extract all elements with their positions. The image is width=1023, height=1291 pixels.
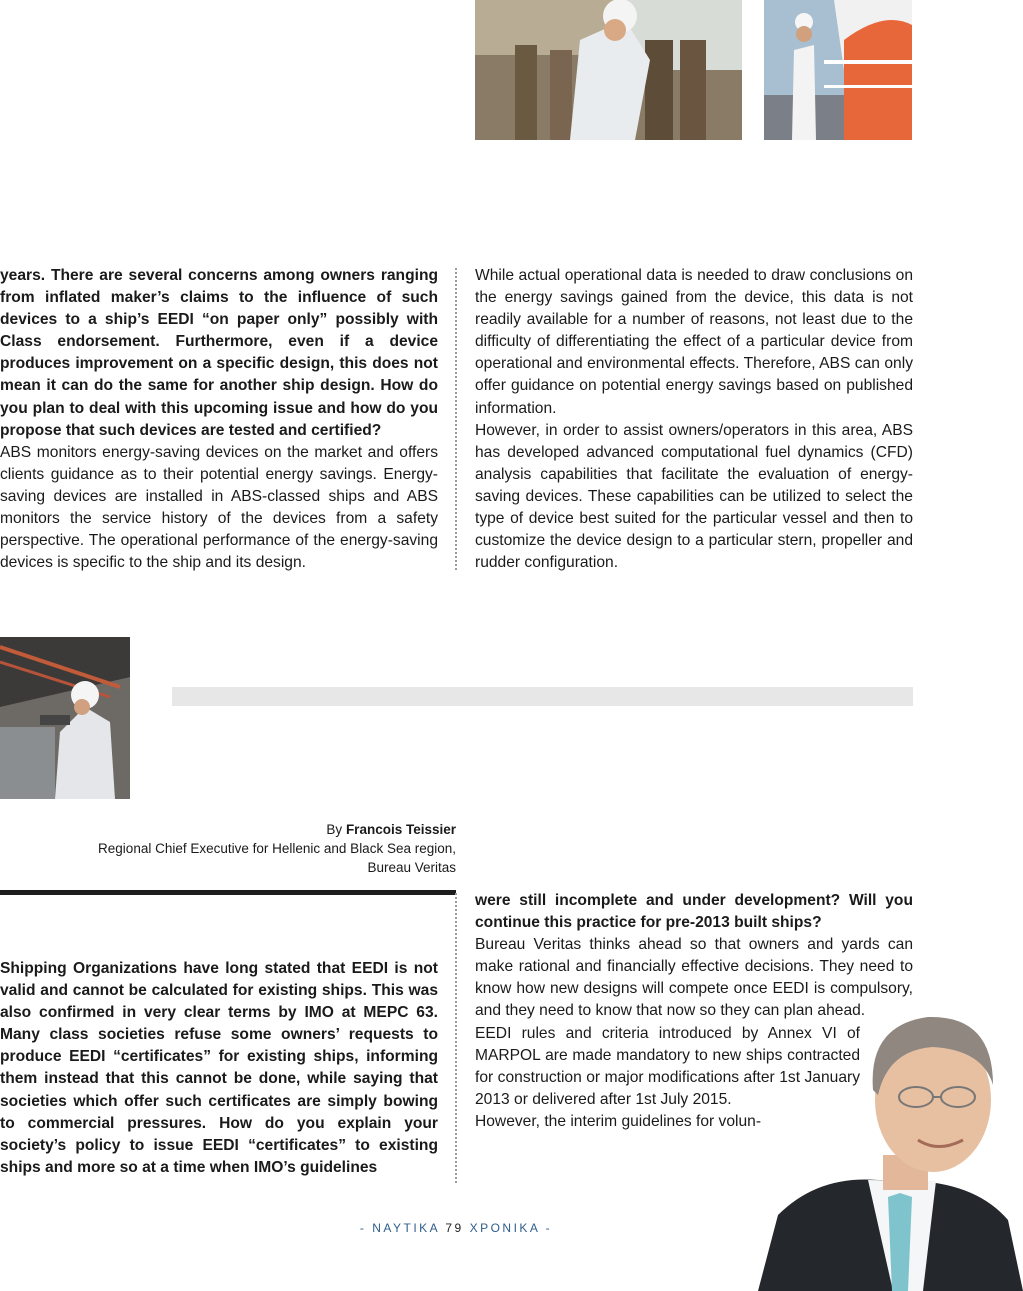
author-organization: Bureau Veritas bbox=[367, 860, 456, 875]
section1-left-column bbox=[0, 265, 438, 574]
section2-question-right: were still incomplete and under development? Will you continue this practice for pre-2013 built ships? bbox=[475, 892, 913, 932]
byline bbox=[0, 820, 456, 839]
author-name: Francois Teissier bbox=[345, 822, 456, 837]
column-divider-bottom bbox=[455, 893, 457, 1183]
column-divider-top bbox=[455, 268, 457, 570]
page-number: 79 bbox=[445, 1221, 464, 1235]
section1-answer-left: ABS monitors energy-saving devices on the market and offers clients guidance as to their potential energy savings. Energy-saving devices are installed in ABS-classed ships and ABS monitors the service history of the devices from a safety perspective. The operational performance of the energy-saving devices is specific to the ship and its design. bbox=[0, 443, 438, 572]
section2-answer-p3: However, the interim guidelines for volun- bbox=[475, 1112, 762, 1130]
author-portrait bbox=[758, 1005, 1023, 1291]
worker-photo bbox=[0, 637, 130, 799]
section1-right-column bbox=[475, 265, 913, 574]
section2-question-left: Shipping Organizations have long stated that EEDI is not valid and cannot be calculated for existing ships. This was also confirmed in very clear terms by IMO at MEPC 63. Many class societies refuse some owners’ requests to produce EEDI “certificates” for existing ships, informing them instead that this cannot be done, while saying that societies which offer such certificates are simply bowing to commercial pressures. How do you explain your society’s policy to issue EEDI “certificates” to existing ships and more so at a time when IMO’s guidelines bbox=[0, 960, 438, 1176]
header-bar bbox=[172, 687, 913, 706]
section1-answer-right-p1: While actual operational data is needed to draw conclusions on the energy savings gained from the device, this data is not readily available for a number of reasons, not least due to the difficulty of differentiating the effect of a particular device from operational and environmental effects. Therefore, ABS can only offer guidance on potential energy savings based on published information. bbox=[475, 267, 913, 417]
footer-right: ΧΡΟΝΙΚΑ - bbox=[469, 1221, 553, 1235]
ship-deck-photo bbox=[764, 0, 912, 140]
page-footer bbox=[0, 1221, 912, 1235]
byline-by: By bbox=[326, 822, 343, 837]
section1-answer-right-p2: However, in order to assist owners/operators in this area, ABS has developed advanced computational fuel dynamics (CFD) analysis capabilities that facilitate the evaluation of energy-saving devices. These capabilities can be utilized to select the type of device best suited for the particular vessel and then to customize the device design to a particular stern, propeller and rudder configuration. bbox=[475, 421, 913, 572]
section-rule bbox=[0, 890, 456, 895]
section2-answer-p2: EEDI rules and criteria introduced by Annex VI of MARPOL are made mandatory to new ships contracted for construction or major modifications after 1st January 2013 or delivered after 1st July 2015. bbox=[475, 1024, 860, 1108]
section1-question: years. There are several concerns among owners ranging from inflated maker’s claims to the influence of such devices to a ship’s EEDI “on paper only” possibly with Class endorsement. Furthermore, even if a device produces improvement on a specific design, this does not mean it can do the same for another ship design. How do you plan to deal with this upcoming issue and how do you propose that such devices are tested and certified? bbox=[0, 267, 438, 439]
inspectors-photo bbox=[475, 0, 742, 140]
author-role: Regional Chief Executive for Hellenic and Black Sea region, bbox=[98, 841, 456, 856]
footer-left: - ΝΑΥΤΙΚΑ bbox=[359, 1221, 440, 1235]
section2-answer-p1: Bureau Veritas thinks ahead so that owners and yards can make rational and financially effective decisions. They need to know how new designs will compete once EEDI is compulsory, and they need to know that now so they can plan ahead. bbox=[475, 936, 913, 1020]
section2-left-column bbox=[0, 958, 438, 1179]
